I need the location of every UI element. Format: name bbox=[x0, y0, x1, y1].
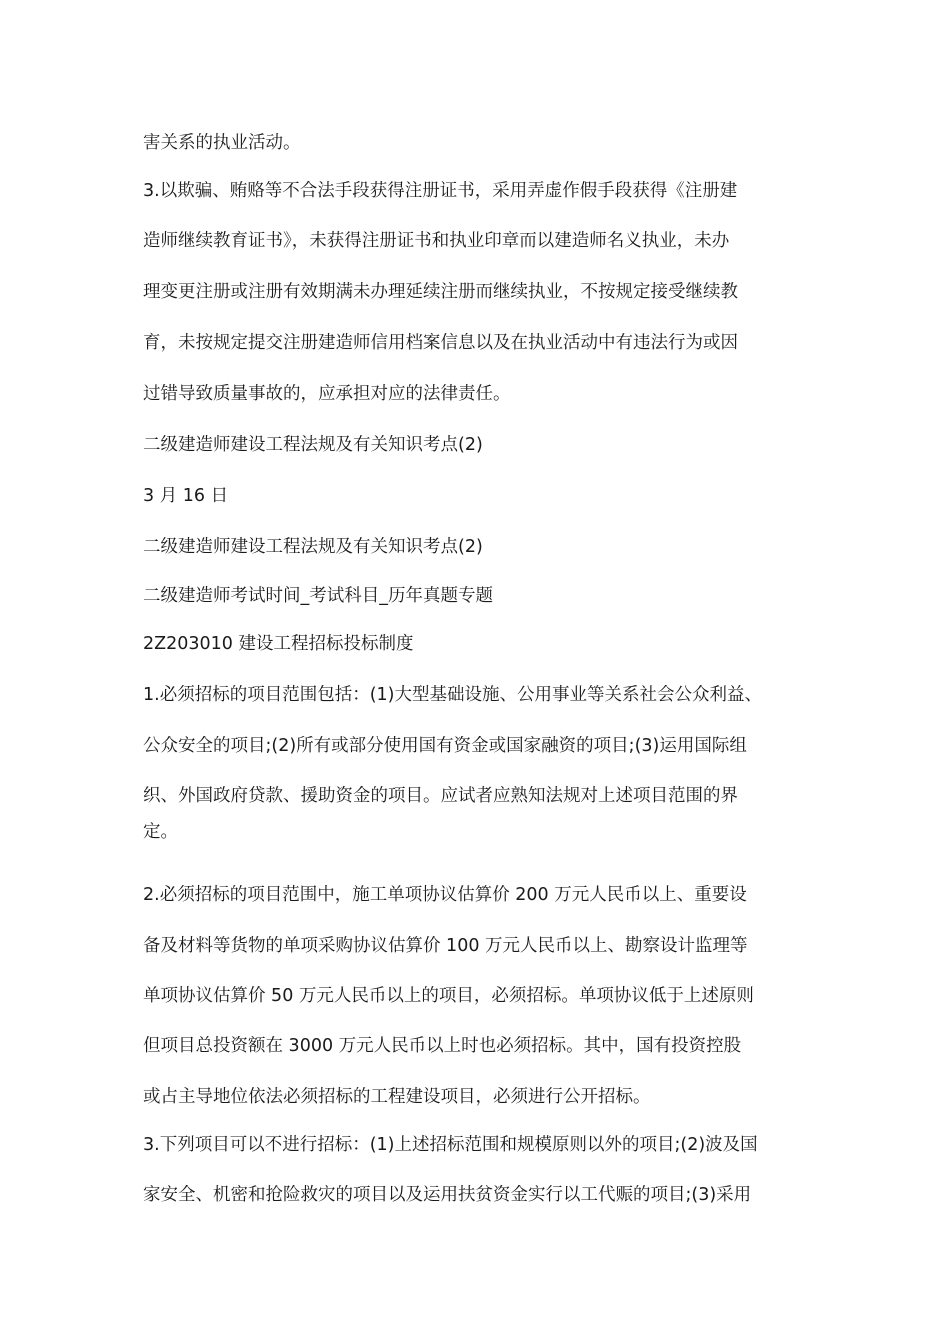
text-line: 过错导致质量事故的，应承担对应的法律责任。 bbox=[143, 384, 511, 404]
text-line: 育，未按规定提交注册建造师信用档案信息以及在执业活动中有违法行为或因 bbox=[143, 333, 738, 353]
text-line: 理变更注册或注册有效期满未办理延续注册而继续执业，不按规定接受继续教 bbox=[143, 282, 738, 302]
date-line: 3 月 16 日 bbox=[143, 486, 229, 506]
section-heading: 二级建造师建设工程法规及有关知识考点(2) bbox=[143, 537, 483, 557]
text-line: 单项协议估算价 50 万元人民币以上的项目，必须招标。单项协议低于上述原则 bbox=[143, 986, 754, 1006]
text-line: 但项目总投资额在 3000 万元人民币以上时也必须招标。其中，国有投资控股 bbox=[143, 1036, 742, 1056]
text-line: 家安全、机密和抢险救灾的项目以及运用扶贫资金实行以工代赈的项目;(3)采用 bbox=[143, 1185, 752, 1205]
text-line: 织、外国政府贷款、援助资金的项目。应试者应熟知法规对上述项目范围的界 bbox=[143, 786, 738, 806]
text-line: 或占主导地位依法必须招标的工程建设项目，必须进行公开招标。 bbox=[143, 1087, 651, 1107]
text-line: 造师继续教育证书》，未获得注册证书和执业印章而以建造师名义执业，未办 bbox=[143, 231, 730, 251]
text-line: 2.必须招标的项目范围中，施工单项协议估算价 200 万元人民币以上、重要设 bbox=[143, 885, 747, 905]
text-line: 1.必须招标的项目范围包括：(1)大型基础设施、公用事业等关系社会公众利益、 bbox=[143, 685, 762, 705]
text-line: 3.以欺骗、贿赂等不合法手段获得注册证书，采用弄虚作假手段获得《注册建 bbox=[143, 181, 738, 201]
section-heading: 2Z203010 建设工程招标投标制度 bbox=[143, 634, 414, 654]
text-line: 害关系的执业活动。 bbox=[143, 133, 301, 153]
text-line: 备及材料等货物的单项采购协议估算价 100 万元人民币以上、勘察设计监理等 bbox=[143, 936, 748, 956]
text-line: 3.下列项目可以不进行招标：(1)上述招标范围和规模原则以外的项目;(2)波及国 bbox=[143, 1135, 758, 1155]
text-line: 公众安全的项目;(2)所有或部分使用国有资金或国家融资的项目;(3)运用国际组 bbox=[143, 736, 747, 756]
text-line: 定。 bbox=[143, 822, 178, 842]
section-heading: 二级建造师考试时间_考试科目_历年真题专题 bbox=[143, 586, 493, 606]
section-heading: 二级建造师建设工程法规及有关知识考点(2) bbox=[143, 435, 483, 455]
